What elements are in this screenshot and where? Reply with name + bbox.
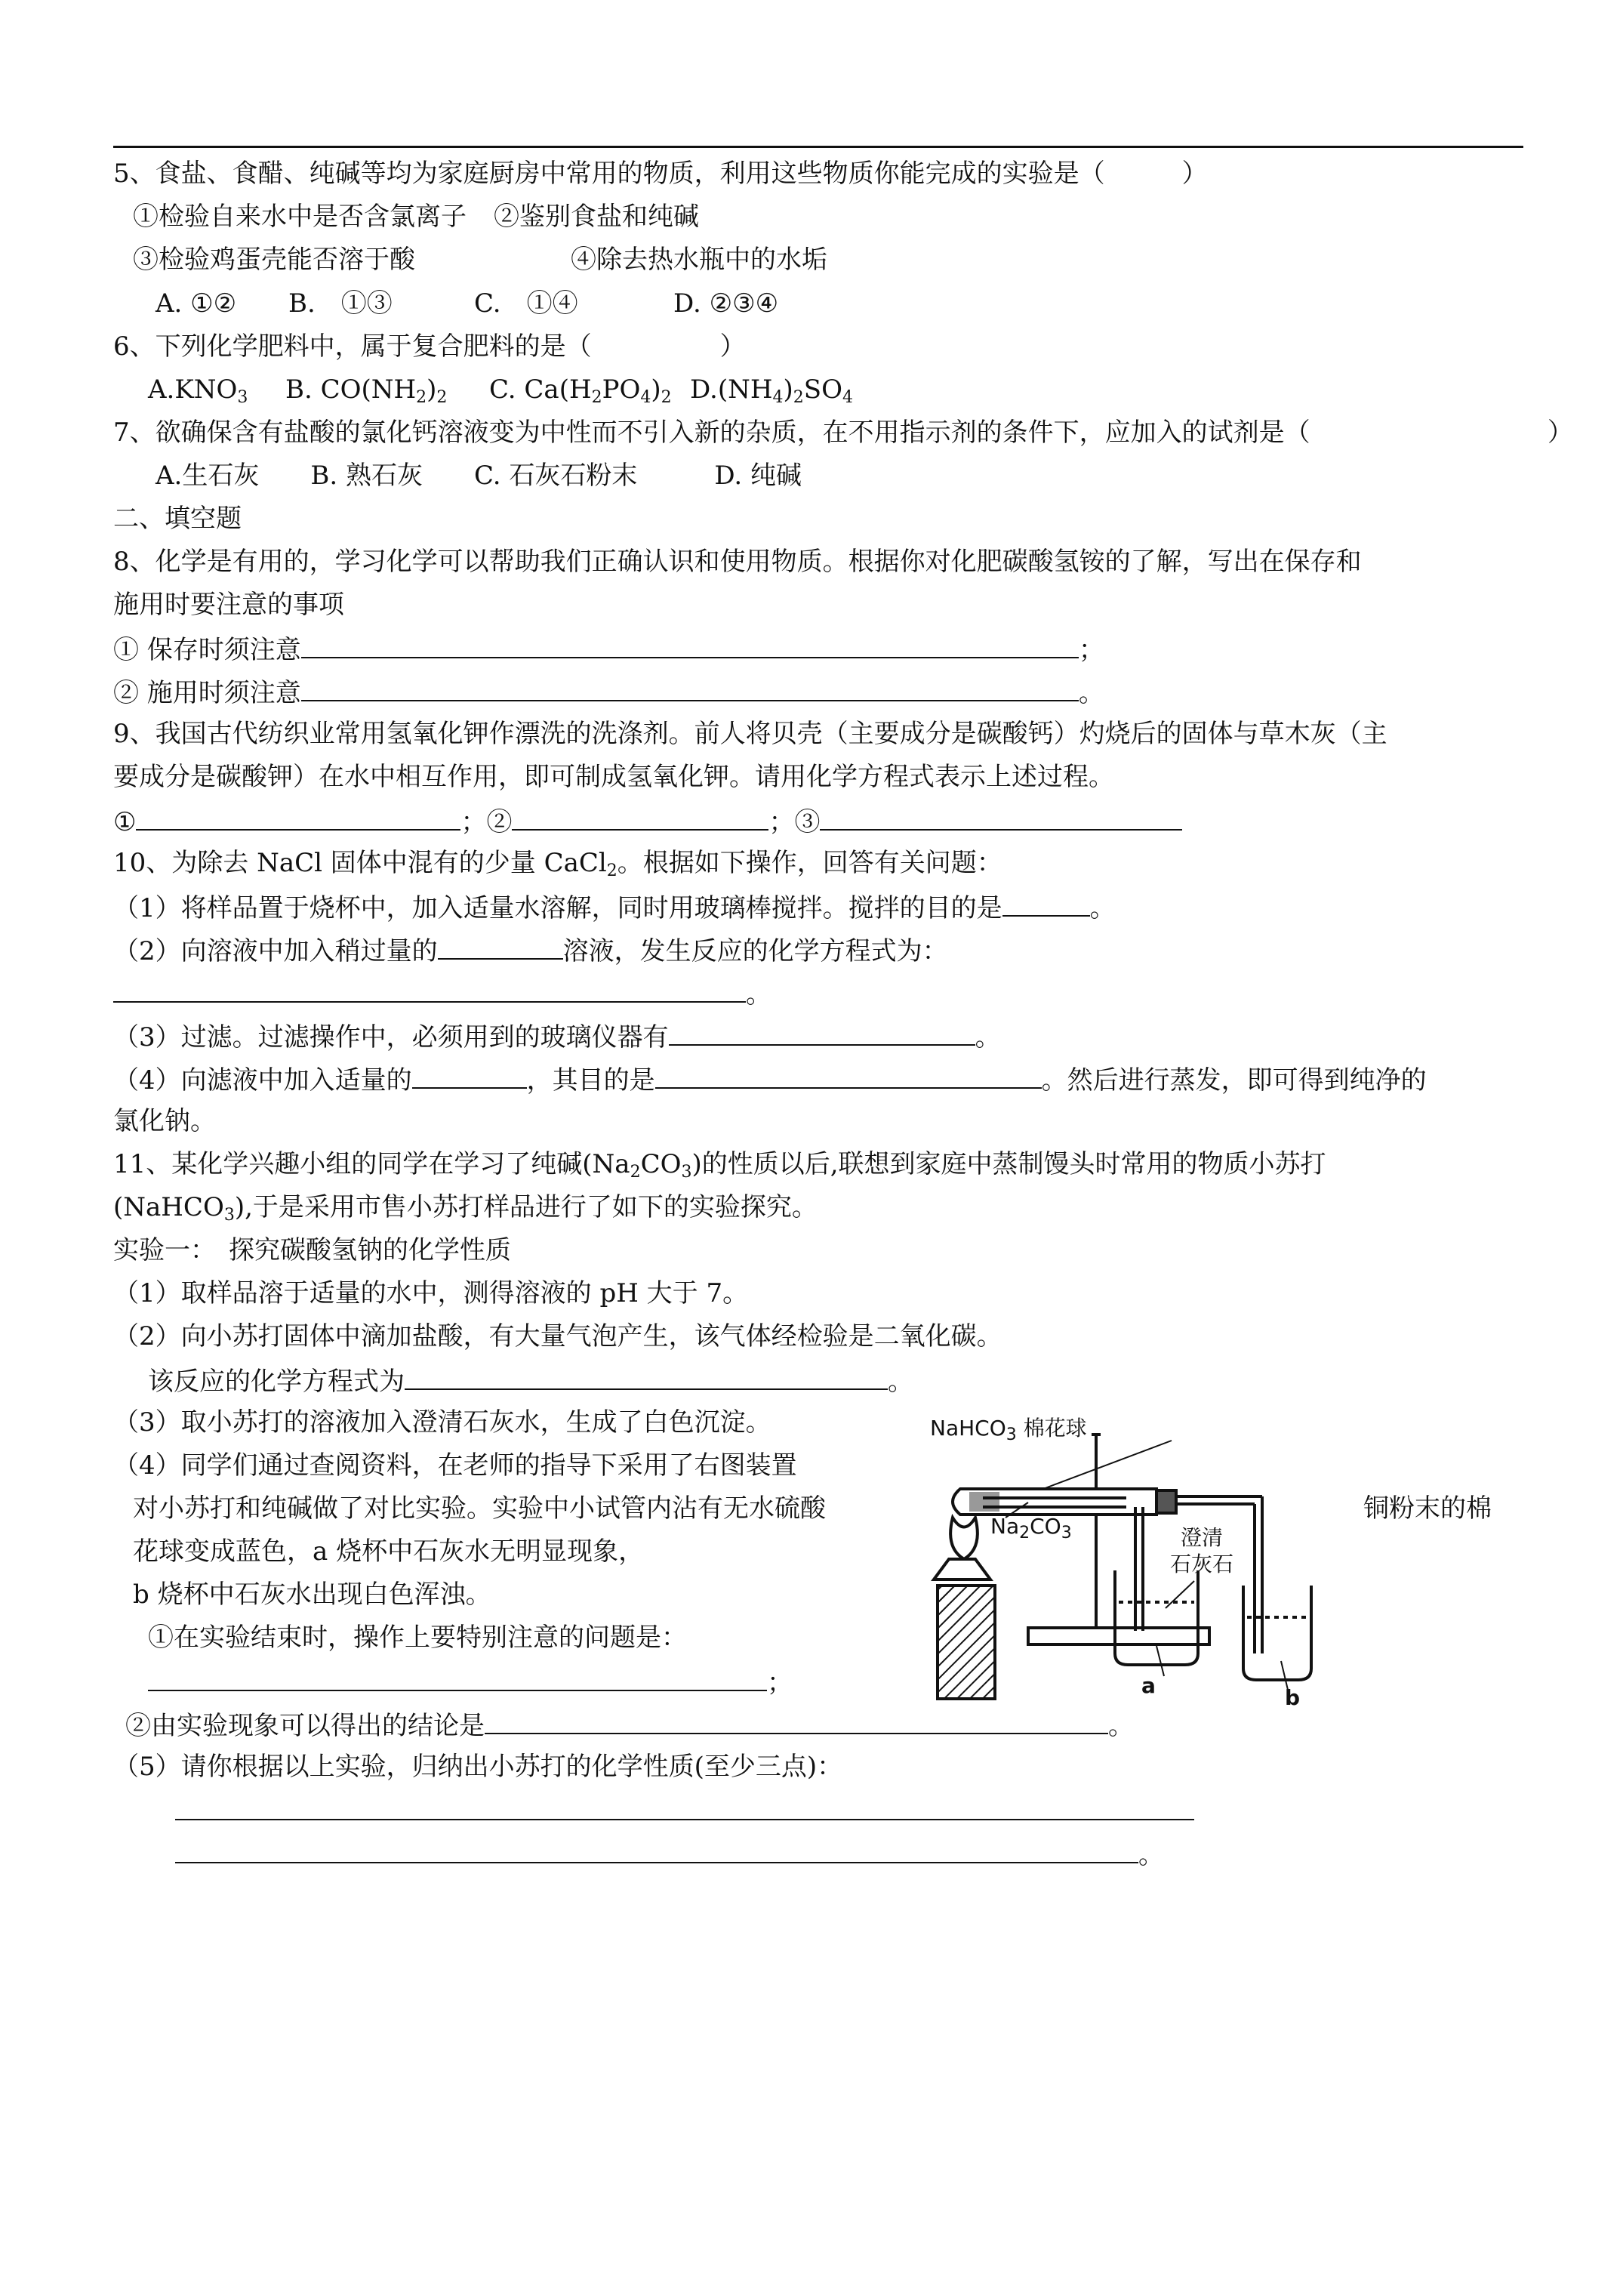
q5-item-4: ④除去热水瓶中的水垢 xyxy=(571,245,827,275)
q9-blank-2[interactable] xyxy=(512,803,768,831)
q5-option-d: D. ②③④ xyxy=(673,288,779,319)
q5-option-c: C. ①④ xyxy=(474,288,578,319)
q10-blank-4[interactable] xyxy=(669,1019,975,1046)
figure-label-b: b xyxy=(1285,1685,1301,1710)
q8-stem-line2: 施用时要注意的事项 xyxy=(113,590,344,620)
q11-step-5-answer-2: 。 xyxy=(175,1836,1164,1872)
q11-step-1: （1）取样品溶于适量的水中，测得溶液的 pH 大于 7。 xyxy=(113,1278,749,1308)
q11-step-4-question-2: ②由实验现象可以得出的结论是 。 xyxy=(125,1707,1134,1743)
q5-item-3: ③检验鸡蛋壳能否溶于酸 xyxy=(133,245,415,275)
q11-blank-2[interactable] xyxy=(148,1664,767,1691)
q11-step-4-line2: 对小苏打和纯碱做了对比实验。实验中小试管内沾有无水硫酸 xyxy=(133,1493,826,1524)
apparatus-drawing xyxy=(930,1404,1323,1706)
q8-stem-line1: 8、化学是有用的，学习化学可以帮助我们正确认识和使用物质。根据你对化肥碳酸氢铵的了解，写出在保存和 xyxy=(113,547,1362,577)
q9-blank-1[interactable] xyxy=(136,803,460,831)
q10-blank-5[interactable] xyxy=(412,1062,527,1089)
q11-step-2-equation: 该反应的化学方程式为 。 xyxy=(148,1363,913,1398)
q6-option-d: $D.(NH_4)_2SO_4$ xyxy=(690,374,853,407)
q6-option-c: C. $Ca(H_2PO_4)_2$ xyxy=(489,374,672,407)
q11-step-4-line3: 花球变成蓝色，a 烧杯中石灰水无明显现象， xyxy=(133,1536,645,1567)
q9-answers: ① ；② ；③ xyxy=(113,803,1182,839)
q6-stem: 6、下列化学肥料中，属于复合肥料的是（ ） xyxy=(113,331,746,362)
figure-label-a: a xyxy=(1141,1673,1156,1698)
q10-stem: 10、为除去 NaCl 固体中混有的少量 CaCl$_2$。根据如下操作，回答有关问题： xyxy=(113,848,1002,880)
figure-label-clear: 澄清 xyxy=(1181,1525,1224,1550)
q11-step-4-line1: （4）同学们通过查阅资料，在老师的指导下采用了右图装置 xyxy=(113,1450,797,1481)
q11-blank-1[interactable] xyxy=(405,1363,888,1390)
q10-blank-6[interactable] xyxy=(655,1062,1042,1089)
q10-part-1: （1）将样品置于烧杯中，加入适量水溶解，同时用玻璃棒搅拌。搅拌的目的是 。 xyxy=(113,889,1116,925)
q11-blank-5[interactable] xyxy=(175,1836,1138,1863)
figure-label-nahco3: NaHCO$_3$ 棉花球 xyxy=(930,1416,1087,1444)
q11-step-5-answer-1 xyxy=(175,1793,1194,1829)
q5-stem: 5、食盐、食醋、纯碱等均为家庭厨房中常用的物质，利用这些物质你能完成的实验是（ ） xyxy=(113,159,1208,189)
apparatus-figure xyxy=(930,1404,1323,1710)
q11-step-5: （5）请你根据以上实验，归纳出小苏打的化学性质(至少三点)： xyxy=(113,1752,843,1782)
q9-stem-line1: 9、我国古代纺织业常用氢氧化钾作漂洗的洗涤剂。前人将贝壳（主要成分是碳酸钙）灼烧后的固体与草木灰（主 xyxy=(113,719,1387,749)
q11-blank-3[interactable] xyxy=(485,1707,1108,1734)
q11-step-4-line4: b 烧杯中石灰水出现白色浑浊。 xyxy=(133,1579,491,1610)
q11-step-4-question-1: ①在实验结束时，操作上要特别注意的问题是： xyxy=(148,1623,687,1653)
q6-option-b: B. $CO(NH_2)_2$ xyxy=(285,374,448,407)
q8-answer-2: ② 施用时须注意 。 xyxy=(113,674,1104,710)
q11-step-4-line2-tail: 铜粉末的棉 xyxy=(1363,1493,1492,1524)
q8-blank-2[interactable] xyxy=(301,674,1079,701)
q10-part-3: （3）过滤。过滤操作中，必须用到的玻璃仪器有 。 xyxy=(113,1019,1001,1054)
q10-blank-1[interactable] xyxy=(1002,889,1090,917)
q5-item-1: ①检验自来水中是否含氯离子 xyxy=(133,202,467,232)
section-title-fill-in: 二、填空题 xyxy=(113,504,242,534)
q7-options: A.生石灰 B. 熟石灰 C. 石灰石粉末 D. 纯碱 xyxy=(156,461,802,491)
q11-stem-line1: 11、某化学兴趣小组的同学在学习了纯碱$(Na_2CO_3)$的性质以后,联想到家庭中蒸制馒头时常用的物质小苏打 xyxy=(113,1149,1326,1182)
q10-blank-3[interactable] xyxy=(113,975,746,1003)
q10-part-2-equation: 。 xyxy=(113,975,771,1011)
figure-label-lime: 石灰石 xyxy=(1170,1552,1234,1576)
q7-stem: 7、欲确保含有盐酸的氯化钙溶液变为中性而不引入新的杂质，在不用指示剂的条件下，应加入的试剂是（ xyxy=(113,418,1310,448)
q5-option-a: A. ①② xyxy=(156,288,237,319)
q11-step-4-answer-1: ； xyxy=(148,1664,793,1700)
q10-blank-2[interactable] xyxy=(438,932,563,960)
q9-blank-3[interactable] xyxy=(820,803,1182,831)
q9-stem-line2: 要成分是碳酸钾）在水中相互作用，即可制成氢氧化钾。请用化学方程式表示上述过程。 xyxy=(113,762,1114,792)
q11-stem-line2: (NaHCO$_3$),于是采用市售小苏打样品进行了如下的实验探究。 xyxy=(113,1192,818,1225)
q8-answer-1: ① 保存时须注意 ； xyxy=(113,631,1104,667)
q7-close-paren: ） xyxy=(1548,418,1573,448)
q5-option-b: B. ①③ xyxy=(288,288,393,319)
top-rule xyxy=(113,146,1523,148)
q8-blank-1[interactable] xyxy=(301,631,1079,658)
q10-part-4: （4）向滤液中加入适量的 ，其目的是 。然后进行蒸发，即可得到纯净的 xyxy=(113,1062,1427,1097)
q10-part-2: （2）向溶液中加入稍过量的 溶液，发生反应的化学方程式为： xyxy=(113,932,948,968)
q11-experiment-1-title: 实验一： 探究碳酸氢钠的化学性质 xyxy=(113,1235,511,1265)
q11-blank-4[interactable] xyxy=(175,1793,1194,1820)
q11-step-2: （2）向小苏打固体中滴加盐酸，有大量气泡产生，该气体经检验是二氧化碳。 xyxy=(113,1321,1002,1351)
figure-label-na2co3: $Na_2CO_3$ xyxy=(990,1514,1072,1542)
q11-step-3: （3）取小苏打的溶液加入澄清石灰水，生成了白色沉淀。 xyxy=(113,1407,771,1438)
q5-item-2: ②鉴别食盐和纯碱 xyxy=(494,202,699,232)
q10-part-4-cont: 氯化钠。 xyxy=(113,1106,216,1136)
q6-option-a: $A.KNO_3$ xyxy=(148,374,248,407)
